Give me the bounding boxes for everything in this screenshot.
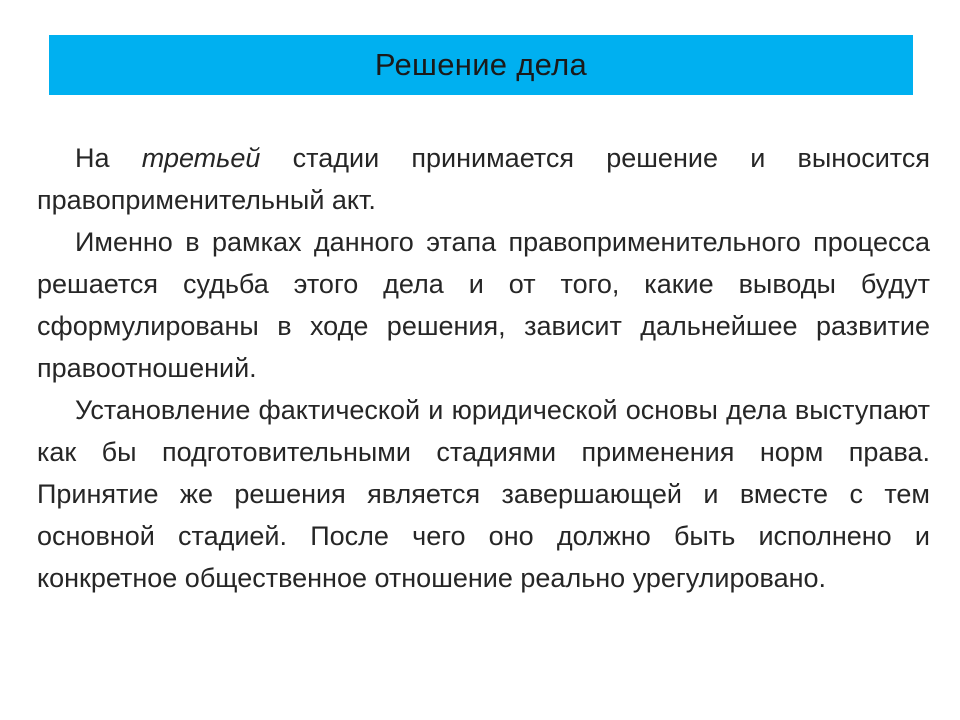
paragraph-3: Установление фактической и юридической основы дела выступают как бы подготовительными стадиями применения норм права. Принятие же решения является завершающей и вместе с тем основной стадией. После чего оно должно быть исполнено и конкретное общественное отношение реально урегулировано. (37, 395, 930, 593)
paragraph-1-start: На (75, 143, 142, 173)
title-banner (49, 35, 913, 95)
paragraph-1-emphasis: третьей (141, 143, 261, 173)
slide-body (37, 137, 930, 599)
paragraph-1-rest: стадии принимается решение и выносится правоприменительный акт. (37, 143, 930, 215)
paragraph-1 (37, 137, 930, 221)
slide-title: Решение дела (374, 47, 588, 82)
paragraph-2: Именно в рамках данного этапа правоприменительного процесса решается судьба этого дела и от того, какие выводы будут сформулированы в ходе решения, зависит дальнейшее развитие правоотношений. (37, 227, 930, 383)
